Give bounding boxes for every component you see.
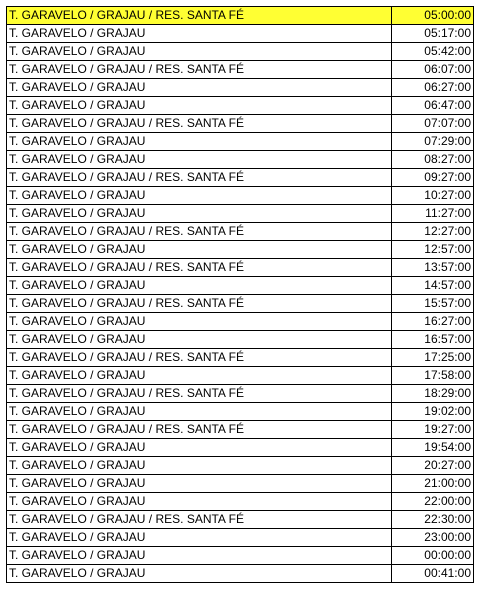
time-cell[interactable]: 10:27:00	[392, 187, 474, 205]
time-cell[interactable]: 12:27:00	[392, 223, 474, 241]
route-cell[interactable]: T. GARAVELO / GRAJAU	[7, 457, 392, 475]
time-cell[interactable]: 17:25:00	[392, 349, 474, 367]
route-cell[interactable]: T. GARAVELO / GRAJAU	[7, 133, 392, 151]
route-cell[interactable]: T. GARAVELO / GRAJAU / RES. SANTA FÉ	[7, 295, 392, 313]
time-cell[interactable]: 07:07:00	[392, 115, 474, 133]
time-cell[interactable]: 17:58:00	[392, 367, 474, 385]
route-cell[interactable]: T. GARAVELO / GRAJAU	[7, 493, 392, 511]
schedule-sheet	[6, 6, 474, 583]
table-row[interactable]	[7, 511, 474, 529]
route-cell[interactable]: T. GARAVELO / GRAJAU	[7, 187, 392, 205]
table-row[interactable]	[7, 43, 474, 61]
route-cell[interactable]: T. GARAVELO / GRAJAU	[7, 25, 392, 43]
time-cell[interactable]: 22:30:00	[392, 511, 474, 529]
route-cell[interactable]: T. GARAVELO / GRAJAU	[7, 529, 392, 547]
table-row[interactable]	[7, 277, 474, 295]
route-cell[interactable]: T. GARAVELO / GRAJAU / RES. SANTA FÉ	[7, 7, 392, 25]
table-row[interactable]	[7, 493, 474, 511]
time-cell[interactable]: 16:27:00	[392, 313, 474, 331]
table-row[interactable]	[7, 115, 474, 133]
time-cell[interactable]: 22:00:00	[392, 493, 474, 511]
table-row[interactable]	[7, 367, 474, 385]
route-cell[interactable]: T. GARAVELO / GRAJAU / RES. SANTA FÉ	[7, 115, 392, 133]
table-row[interactable]	[7, 421, 474, 439]
time-cell[interactable]: 14:57:00	[392, 277, 474, 295]
route-cell[interactable]: T. GARAVELO / GRAJAU / RES. SANTA FÉ	[7, 223, 392, 241]
table-row[interactable]	[7, 313, 474, 331]
route-cell[interactable]: T. GARAVELO / GRAJAU	[7, 43, 392, 61]
time-cell[interactable]: 19:02:00	[392, 403, 474, 421]
route-cell[interactable]: T. GARAVELO / GRAJAU	[7, 547, 392, 565]
time-cell[interactable]: 21:00:00	[392, 475, 474, 493]
table-row[interactable]	[7, 133, 474, 151]
table-row[interactable]	[7, 331, 474, 349]
time-cell[interactable]: 05:17:00	[392, 25, 474, 43]
time-cell[interactable]: 19:27:00	[392, 421, 474, 439]
route-cell[interactable]: T. GARAVELO / GRAJAU	[7, 79, 392, 97]
time-cell[interactable]: 07:29:00	[392, 133, 474, 151]
time-cell[interactable]: 18:29:00	[392, 385, 474, 403]
time-cell[interactable]: 05:42:00	[392, 43, 474, 61]
table-row[interactable]	[7, 97, 474, 115]
table-row[interactable]	[7, 295, 474, 313]
time-cell[interactable]: 00:00:00	[392, 547, 474, 565]
time-cell[interactable]: 11:27:00	[392, 205, 474, 223]
route-cell[interactable]: T. GARAVELO / GRAJAU	[7, 475, 392, 493]
table-row[interactable]	[7, 385, 474, 403]
route-cell[interactable]: T. GARAVELO / GRAJAU / RES. SANTA FÉ	[7, 349, 392, 367]
route-cell[interactable]: T. GARAVELO / GRAJAU	[7, 241, 392, 259]
time-cell[interactable]: 13:57:00	[392, 259, 474, 277]
schedule-table-body	[7, 7, 474, 583]
table-row[interactable]	[7, 547, 474, 565]
time-cell[interactable]: 06:07:00	[392, 61, 474, 79]
table-row[interactable]	[7, 151, 474, 169]
route-cell[interactable]: T. GARAVELO / GRAJAU / RES. SANTA FÉ	[7, 385, 392, 403]
table-row[interactable]	[7, 241, 474, 259]
table-row[interactable]	[7, 457, 474, 475]
time-cell[interactable]: 16:57:00	[392, 331, 474, 349]
route-cell[interactable]: T. GARAVELO / GRAJAU	[7, 367, 392, 385]
time-cell[interactable]: 00:41:00	[392, 565, 474, 583]
route-cell[interactable]: T. GARAVELO / GRAJAU / RES. SANTA FÉ	[7, 421, 392, 439]
time-cell[interactable]: 06:47:00	[392, 97, 474, 115]
route-cell[interactable]: T. GARAVELO / GRAJAU	[7, 313, 392, 331]
time-cell[interactable]: 12:57:00	[392, 241, 474, 259]
table-row[interactable]	[7, 439, 474, 457]
route-cell[interactable]: T. GARAVELO / GRAJAU	[7, 205, 392, 223]
route-cell[interactable]: T. GARAVELO / GRAJAU / RES. SANTA FÉ	[7, 259, 392, 277]
table-row[interactable]	[7, 259, 474, 277]
route-cell[interactable]: T. GARAVELO / GRAJAU	[7, 403, 392, 421]
table-row[interactable]	[7, 169, 474, 187]
schedule-table	[6, 6, 474, 583]
route-cell[interactable]: T. GARAVELO / GRAJAU	[7, 97, 392, 115]
route-cell[interactable]: T. GARAVELO / GRAJAU	[7, 565, 392, 583]
table-row[interactable]	[7, 565, 474, 583]
table-row[interactable]	[7, 205, 474, 223]
time-cell[interactable]: 15:57:00	[392, 295, 474, 313]
route-cell[interactable]: T. GARAVELO / GRAJAU / RES. SANTA FÉ	[7, 511, 392, 529]
table-row[interactable]	[7, 187, 474, 205]
route-cell[interactable]: T. GARAVELO / GRAJAU / RES. SANTA FÉ	[7, 61, 392, 79]
table-row[interactable]	[7, 529, 474, 547]
table-row[interactable]	[7, 403, 474, 421]
route-cell[interactable]: T. GARAVELO / GRAJAU	[7, 277, 392, 295]
time-cell[interactable]: 06:27:00	[392, 79, 474, 97]
table-row[interactable]	[7, 79, 474, 97]
table-row[interactable]	[7, 7, 474, 25]
time-cell[interactable]: 23:00:00	[392, 529, 474, 547]
route-cell[interactable]: T. GARAVELO / GRAJAU	[7, 151, 392, 169]
table-row[interactable]	[7, 25, 474, 43]
time-cell[interactable]: 09:27:00	[392, 169, 474, 187]
time-cell[interactable]: 08:27:00	[392, 151, 474, 169]
time-cell[interactable]: 19:54:00	[392, 439, 474, 457]
time-cell[interactable]: 05:00:00	[392, 7, 474, 25]
table-row[interactable]	[7, 475, 474, 493]
table-row[interactable]	[7, 223, 474, 241]
time-cell[interactable]: 20:27:00	[392, 457, 474, 475]
route-cell[interactable]: T. GARAVELO / GRAJAU	[7, 331, 392, 349]
route-cell[interactable]: T. GARAVELO / GRAJAU	[7, 439, 392, 457]
route-cell[interactable]: T. GARAVELO / GRAJAU / RES. SANTA FÉ	[7, 169, 392, 187]
table-row[interactable]	[7, 349, 474, 367]
table-row[interactable]	[7, 61, 474, 79]
